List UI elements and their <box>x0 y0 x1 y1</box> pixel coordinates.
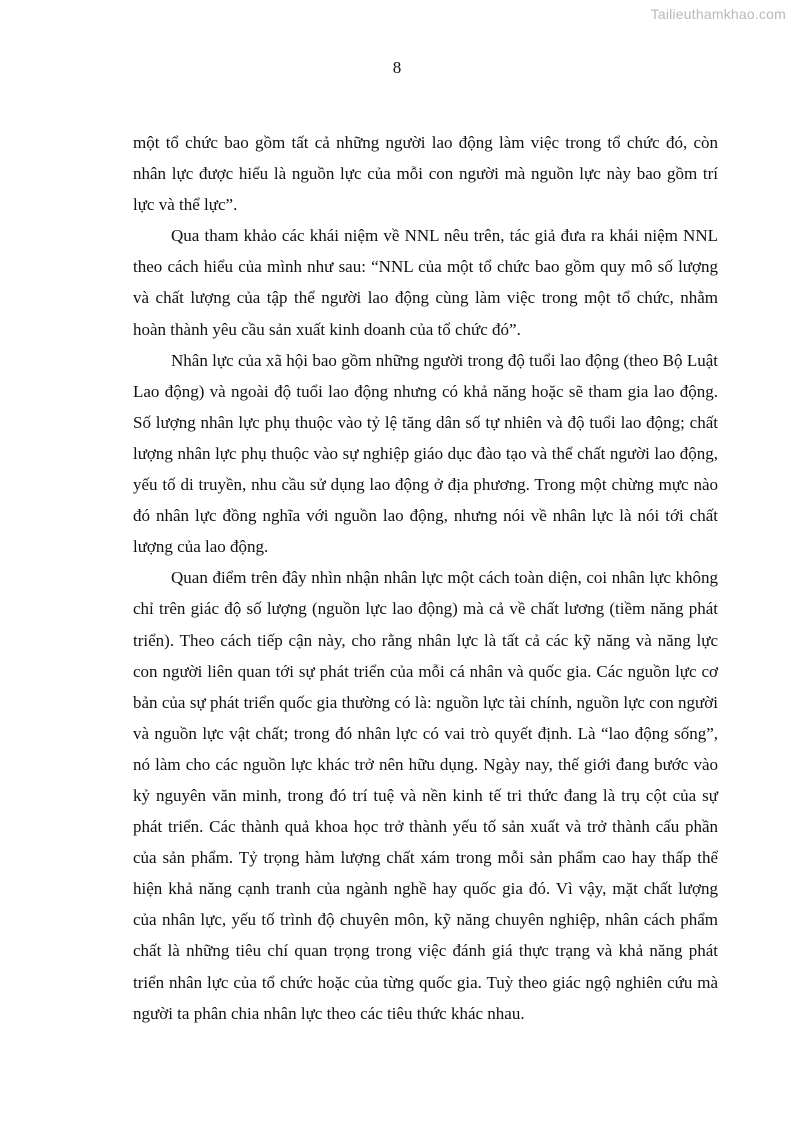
page-number: 8 <box>392 58 402 77</box>
document-body <box>133 127 718 1029</box>
paragraph-comprehensive-view: Quan điểm trên đây nhìn nhận nhân lực một cách toàn diện, coi nhân lực không chỉ trên giác độ số lượng (nguồn lực lao động) mà cả về chất lương (tiềm năng phát triển). Theo cách tiếp cận này, cho rằng nhân lực là tất cả các kỹ năng và năng lực con người liên quan tới sự phát triển của mỗi cá nhân và quốc gia. Các nguồn lực cơ bản của sự phát triển quốc gia thường có là: nguồn lực tài chính, nguồn lực con người và nguồn lực vật chất; trong đó nhân lực có vai trò quyết định. Là “lao động sống”, nó làm cho các nguồn lực khác trở nên hữu dụng. Ngày nay, thế giới đang bước vào kỷ nguyên văn minh, trong đó trí tuệ và nền kinh tế tri thức đang là trụ cột của sự phát triển. Các thành quả khoa học trở thành yếu tố sản xuất và trở thành cấu phần của sản phẩm. Tỷ trọng hàm lượng chất xám trong mỗi sản phẩm cao hay thấp thể hiện khả năng cạnh tranh của ngành nghề hay quốc gia đó. Vì vậy, mặt chất lượng của nhân lực, yếu tố trình độ chuyên môn, kỹ năng chuyên nghiệp, nhân cách phẩm chất là những tiêu chí quan trọng trong việc đánh giá thực trạng và khả năng phát triển nhân lực của tổ chức hoặc của từng quốc gia. Tuỳ theo giác ngộ nghiên cứu mà người ta phân chia nhân lực theo các tiêu thức khác nhau. <box>133 568 718 1023</box>
paragraph-definition: Qua tham khảo các khái niệm về NNL nêu trên, tác giả đưa ra khái niệm NNL theo cách hiểu của mình như sau: “NNL của một tổ chức bao gồm quy mô số lượng và chất lượng của tập thể người lao động cùng làm việc trong một tổ chức, nhằm hoàn thành yêu cầu sản xuất kinh doanh của tổ chức đó”. <box>133 226 718 339</box>
paragraph-continuation: một tổ chức bao gồm tất cả những người lao động làm việc trong tổ chức đó, còn nhân lực được hiểu là nguồn lực của mỗi con người mà nguồn lực này bao gồm trí lực và thể lực”. <box>133 133 718 215</box>
watermark-text: Tailieuthamkhao.com <box>650 6 786 22</box>
paragraph-social-labor: Nhân lực của xã hội bao gồm những người trong độ tuổi lao động (theo Bộ Luật Lao động) và ngoài độ tuổi lao động nhưng có khả năng hoặc sẽ tham gia lao động. Số lượng nhân lực phụ thuộc vào tỷ lệ tăng dân số tự nhiên và độ tuổi lao động; chất lượng nhân lực phụ thuộc vào sự nghiệp giáo dục đào tạo và thể chất người lao động, yếu tố di truyền, nhu cầu sử dụng lao động ở địa phương. Trong một chừng mực nào đó nhân lực đồng nghĩa với nguồn lao động, nhưng nói về nhân lực là nói tới chất lượng của lao động. <box>133 350 718 557</box>
